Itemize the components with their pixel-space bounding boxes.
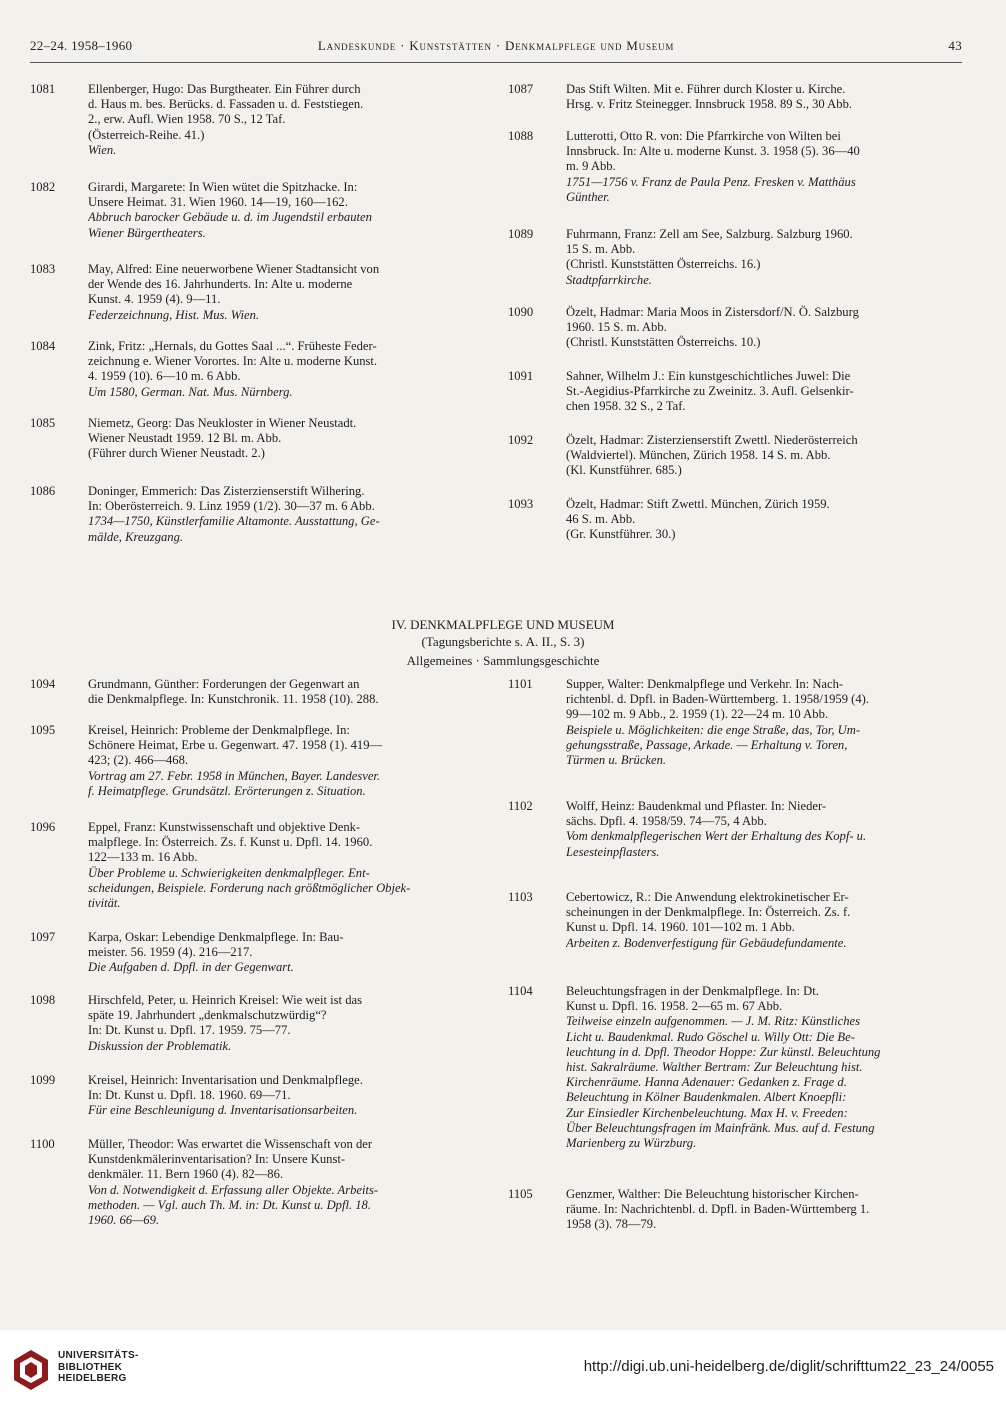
entry-number: 1092 — [508, 433, 534, 447]
entry-body — [88, 993, 480, 1054]
entry-number: 1089 — [508, 227, 534, 241]
citation-line: Wiener Neustadt 1959. 12 Bl. m. Abb. — [88, 431, 282, 446]
bibliography-entry — [508, 433, 958, 479]
entry-body — [566, 890, 958, 951]
entry-body — [566, 799, 958, 860]
citation-line: sächs. Dpfl. 4. 1958/59. 74—75, 4 Abb. — [566, 814, 767, 829]
citation-line: Supper, Walter: Denkmalpflege und Verkehr. In: Nach- — [566, 677, 844, 691]
entry-number: 1094 — [30, 677, 56, 691]
entry-body — [566, 433, 958, 479]
annotation-line: Vortrag am 27. Febr. 1958 in München, Bayer. Landesver. — [88, 768, 381, 783]
annotation-line: Über Probleme u. Schwierigkeiten denkmalpfleger. Ent- — [88, 865, 370, 880]
citation-line: Doninger, Emmerich: Das Zisterzienserstift Wilhering. — [88, 484, 365, 498]
running-head-title: Landeskunde · Kunststätten · Denkmalpflege und Museum — [317, 38, 675, 53]
citation-line: Innsbruck. In: Alte u. moderne Kunst. 3. 1958 (5). 36—40 — [566, 144, 860, 159]
citation-line: Girardi, Margarete: In Wien wütet die Spitzhacke. In: — [88, 180, 358, 194]
bibliography-entry — [508, 369, 958, 415]
page-number: 43 — [948, 38, 962, 53]
annotation-line: tivität. — [88, 896, 121, 911]
annotation-line: Türmen u. Brücken. — [566, 753, 667, 768]
citation-line: Özelt, Hadmar: Zisterzienserstift Zwettl. Niederösterreich — [566, 433, 858, 447]
entry-number: 1093 — [508, 497, 534, 511]
citation-line: Hirschfeld, Peter, u. Heinrich Kreisel: Wie weit ist das — [88, 993, 362, 1007]
entry-body — [566, 497, 958, 543]
citation-line: späte 19. Jahrhundert „denkmalschutzwürdig“? — [88, 1008, 327, 1023]
citation-line: Das Stift Wilten. Mit e. Führer durch Kloster u. Kirche. — [566, 82, 846, 96]
annotation-line: Federzeichnung, Hist. Mus. Wien. — [88, 307, 260, 322]
annotation-line: Zur Einsiedler Kirchenbeleuchtung. Max H. v. Freeden: — [566, 1105, 848, 1120]
entry-number: 1091 — [508, 369, 534, 383]
entry-number: 1096 — [30, 820, 56, 834]
annotation-line: Um 1580, German. Nat. Mus. Nürnberg. — [88, 384, 293, 399]
entry-body — [566, 305, 958, 351]
entry-number: 1100 — [30, 1137, 55, 1151]
bibliography-entry — [508, 1187, 958, 1233]
citation-line: Ellenberger, Hugo: Das Burgtheater. Ein Führer durch — [88, 82, 361, 96]
entry-number: 1081 — [30, 82, 56, 96]
entry-number: 1102 — [508, 799, 533, 813]
entry-number: 1086 — [30, 484, 56, 498]
entry-number: 1083 — [30, 262, 56, 276]
entry-body — [566, 677, 958, 768]
citation-line: 423; (2). 466—468. — [88, 753, 189, 768]
citation-line: 2., erw. Aufl. Wien 1958. 70 S., 12 Taf. — [88, 112, 286, 127]
annotation-line: Günther. — [566, 189, 610, 204]
citation-line: räume. In: Nachrichtenbl. d. Dpfl. in Baden-Württemberg 1. — [566, 1202, 870, 1217]
library-logo-text — [58, 1350, 139, 1385]
footer-bar — [0, 1330, 1006, 1418]
entry-number: 1105 — [508, 1187, 533, 1201]
section-title: IV. DENKMALPFLEGE UND MUSEUM — [391, 617, 615, 632]
entry-body — [566, 1187, 958, 1233]
citation-line: Karpa, Oskar: Lebendige Denkmalpflege. In: Bau- — [88, 930, 344, 944]
citation-line: Niemetz, Georg: Das Neukloster in Wiener Neustadt. — [88, 416, 357, 430]
entry-number: 1082 — [30, 180, 56, 194]
citation-line: Wolff, Heinz: Baudenkmal und Pflaster. In: Nieder- — [566, 799, 827, 813]
annotation-line: Für eine Beschleunigung d. Inventarisationsarbeiten. — [88, 1103, 358, 1118]
citation-line: m. 9 Abb. — [566, 159, 616, 174]
entry-number: 1098 — [30, 993, 56, 1007]
citation-line: Lutterotti, Otto R. von: Die Pfarrkirche von Wilten bei — [566, 129, 841, 143]
bibliography-entry — [508, 799, 958, 860]
entry-body — [88, 416, 480, 462]
running-head — [30, 38, 962, 60]
citation-line: St.-Aegidius-Pfarrkirche zu Zweinitz. 3. Aufl. Gelsenkir- — [566, 384, 854, 399]
citation-line: In: Dt. Kunst u. Dpfl. 18. 1960. 69—71. — [88, 1088, 291, 1103]
annotation-line: methoden. — Vgl. auch Th. M. in: Dt. Kunst u. Dpfl. 18. — [88, 1197, 371, 1212]
bibliography-entry — [508, 890, 958, 951]
running-head-volume: 22–24. 1958–1960 — [30, 38, 133, 53]
citation-line: Kreisel, Heinrich: Probleme der Denkmalpflege. In: — [88, 723, 350, 737]
entry-body — [88, 723, 480, 799]
citation-line: denkmäler. 11. Bern 1960 (4). 82—86. — [88, 1167, 284, 1182]
bibliography-entry — [30, 180, 480, 241]
entry-body — [88, 930, 480, 976]
entry-body — [566, 82, 958, 112]
annotation-line: Licht u. Baudenkmal. Rudo Göschel u. Willy Ott: Die Be- — [566, 1029, 855, 1044]
citation-line: malpflege. In: Österreich. Zs. f. Kunst u. Dpfl. 14. 1960. — [88, 835, 373, 850]
annotation-line: 1734—1750, Künstlerfamilie Altamonte. Ausstattung, Ge- — [88, 514, 380, 529]
bibliography-entry — [30, 339, 480, 400]
citation-line: Kunst. 4. 1959 (4). 9—11. — [88, 292, 221, 307]
bibliography-entry — [30, 82, 480, 158]
entry-body — [88, 484, 480, 545]
citation-line: der Wende des 16. Jahrhunderts. In: Alte u. moderne — [88, 277, 353, 292]
citation-line: zeichnung e. Wiener Vorortes. In: Alte u. moderne Kunst. — [88, 354, 378, 369]
annotation-line: f. Heimatpflege. Grundsätzl. Erörterungen z. Situation. — [88, 783, 366, 798]
bibliography-entry — [508, 305, 958, 351]
citation-line: Kunst u. Dpfl. 16. 1958. 2—65 m. 67 Abb. — [566, 999, 783, 1014]
citation-line: richtenbl. d. Dpfl. in Baden-Württemberg. 1. 1958/1959 (4). — [566, 692, 870, 707]
annotation-line: Marienberg zu Würzburg. — [566, 1136, 697, 1151]
citation-line: chen 1958. 32 S., 2 Taf. — [566, 399, 686, 414]
citation-line: In: Oberösterreich. 9. Linz 1959 (1/2). 30—37 m. 6 Abb. — [88, 499, 375, 514]
citation-line: (Kl. Kunstführer. 685.) — [566, 463, 682, 478]
citation-line: 15 S. m. Abb. — [566, 242, 636, 257]
citation-line: 99—102 m. 9 Abb., 2. 1959 (1). 22—24 m. 10 Abb. — [566, 707, 829, 722]
citation-line: Fuhrmann, Franz: Zell am See, Salzburg. Salzburg 1960. — [566, 227, 853, 241]
bibliography-entry — [30, 1073, 480, 1119]
entry-number: 1101 — [508, 677, 533, 691]
citation-line: 46 S. m. Abb. — [566, 512, 636, 527]
entry-number: 1103 — [508, 890, 533, 904]
entry-body — [88, 82, 480, 158]
annotation-line: Kirchenräume. Hanna Adenauer: Gedanken z. Frage d. — [566, 1075, 847, 1090]
bibliography-entry — [508, 82, 958, 112]
bibliography-entry — [508, 677, 958, 768]
bibliography-entry — [508, 227, 958, 288]
entry-body — [88, 180, 480, 241]
section-subtitle: (Tagungsberichte s. A. II., S. 3) — [421, 634, 585, 649]
citation-line: 1958 (3). 78—79. — [566, 1217, 657, 1232]
entry-number: 1097 — [30, 930, 56, 944]
citation-line: In: Dt. Kunst u. Dpfl. 17. 1959. 75—77. — [88, 1023, 291, 1038]
annotation-line: Arbeiten z. Bodenverfestigung für Gebäudefundamente. — [566, 935, 847, 950]
entry-body — [566, 129, 958, 205]
annotation-line: Stadtpfarrkirche. — [566, 272, 652, 287]
citation-line: meister. 56. 1959 (4). 216—217. — [88, 945, 253, 960]
citation-line: Grundmann, Günther: Forderungen der Gegenwart an — [88, 677, 360, 691]
bibliography-entry — [30, 993, 480, 1054]
header-rule — [30, 62, 962, 63]
bibliography-entry — [30, 416, 480, 462]
entry-body — [88, 1137, 480, 1228]
annotation-line: Die Aufgaben d. Dpfl. in der Gegenwart. — [88, 960, 294, 975]
citation-line: (Gr. Kunstführer. 30.) — [566, 527, 676, 542]
annotation-line: Wiener Bürgertheaters. — [88, 225, 206, 240]
annotation-line: Beispiele u. Möglichkeiten: die enge Straße, das, Tor, Um- — [566, 722, 861, 737]
annotation-line: leuchtung in d. Dpfl. Theodor Hoppe: Zur künstl. Beleuchtung — [566, 1044, 881, 1059]
entry-body — [88, 1073, 480, 1119]
subsection-title: Allgemeines · Sammlungsgeschichte — [406, 653, 600, 668]
bibliography-entry — [30, 930, 480, 976]
logo-line: UNIVERSITÄTS- — [58, 1350, 139, 1361]
entry-number: 1085 — [30, 416, 56, 430]
annotation-line: Abbruch barocker Gebäude u. d. im Jugendstil erbauten — [88, 210, 372, 225]
citation-line: scheinungen in der Denkmalpflege. In: Österreich. Zs. f. — [566, 905, 851, 920]
entry-body — [88, 262, 480, 323]
annotation-line: gehungsstraße, Passage, Arkade. — Erhaltung v. Toren, — [566, 737, 848, 752]
annotation-line: mälde, Kreuzgang. — [88, 529, 184, 544]
citation-line: Hrsg. v. Fritz Steinegger. Innsbruck 1958. 89 S., 30 Abb. — [566, 97, 853, 112]
citation-line: (Christl. Kunststätten Österreichs. 16.) — [566, 257, 761, 272]
citation-line: Kreisel, Heinrich: Inventarisation und Denkmalpflege. — [88, 1073, 363, 1087]
annotation-line: Lesesteinpflasters. — [566, 844, 660, 859]
bibliography-entry — [508, 497, 958, 543]
bibliography-entry — [30, 820, 480, 911]
citation-line: Sahner, Wilhelm J.: Ein kunstgeschichtliches Juwel: Die — [566, 369, 851, 383]
annotation-line: Beleuchtung in Kölner Baudenkmalen. Albert Knoepfli: — [566, 1090, 847, 1105]
entry-number: 1095 — [30, 723, 56, 737]
citation-line: Unsere Heimat. 31. Wien 1960. 14—19, 160—162. — [88, 195, 348, 210]
citation-line: Müller, Theodor: Was erwartet die Wissenschaft von der — [88, 1137, 373, 1151]
citation-line: Eppel, Franz: Kunstwissenschaft und objektive Denk- — [88, 820, 361, 834]
bibliography-entry — [508, 984, 958, 1151]
citation-line: Özelt, Hadmar: Maria Moos in Zistersdorf/N. Ö. Salzburg — [566, 305, 859, 319]
citation-line: 4. 1959 (10). 6—10 m. 6 Abb. — [88, 369, 241, 384]
citation-line: (Führer durch Wiener Neustadt. 2.) — [88, 446, 265, 461]
entry-number: 1087 — [508, 82, 534, 96]
citation-line: Özelt, Hadmar: Stift Zwettl. München, Zürich 1959. — [566, 497, 830, 511]
citation-line: (Christl. Kunststätten Österreichs. 10.) — [566, 335, 761, 350]
logo-line: BIBLIOTHEK — [58, 1361, 123, 1373]
citation-line: Kunst u. Dpfl. 14. 1960. 101—102 m. 1 Abb. — [566, 920, 795, 935]
entry-body — [88, 820, 480, 911]
annotation-line: Über Beleuchtungsfragen im Mainfränk. Mus. auf d. Festung — [566, 1120, 875, 1135]
library-seal-icon — [12, 1348, 50, 1392]
bibliography-entry — [508, 129, 958, 205]
entry-number: 1090 — [508, 305, 534, 319]
citation-line: d. Haus m. bes. Berücks. d. Fassaden u. d. Feststiegen. — [88, 97, 364, 112]
citation-line: die Denkmalpflege. In: Kunstchronik. 11. 1958 (10). 288. — [88, 692, 379, 707]
bibliography-entry — [30, 723, 480, 799]
citation-line: Genzmer, Walther: Die Beleuchtung historischer Kirchen- — [566, 1187, 859, 1201]
citation-line: Cebertowicz, R.: Die Anwendung elektrokinetischer Er- — [566, 890, 849, 904]
citation-line: 122—133 m. 16 Abb. — [88, 850, 198, 865]
citation-line: 1960. 15 S. m. Abb. — [566, 320, 667, 335]
citation-line: May, Alfred: Eine neuerworbene Wiener Stadtansicht von — [88, 262, 380, 276]
entry-number: 1099 — [30, 1073, 56, 1087]
annotation-line: 1751—1756 v. Franz de Paula Penz. Fresken v. Matthäus — [566, 174, 856, 189]
entry-body — [566, 369, 958, 415]
entry-number: 1088 — [508, 129, 534, 143]
citation-line: (Waldviertel). München, Zürich 1958. 14 S. m. Abb. — [566, 448, 831, 463]
entry-body — [566, 227, 958, 288]
citation-line: Kunstdenkmälerinventarisation? In: Unsere Kunst- — [88, 1152, 346, 1167]
logo-line: HEIDELBERG — [58, 1373, 127, 1384]
annotation-line: Von d. Notwendigkeit d. Erfassung aller Objekte. Arbeits- — [88, 1182, 379, 1197]
annotation-line: scheidungen, Beispiele. Forderung nach größtmöglicher Objek- — [88, 880, 411, 895]
annotation-line: Diskussion der Problematik. — [88, 1038, 232, 1053]
entry-body — [88, 339, 480, 400]
citation-line: Beleuchtungsfragen in der Denkmalpflege. In: Dt. — [566, 984, 819, 998]
annotation-line: Teilweise einzeln aufgenommen. — J. M. Ritz: Künstliches — [566, 1014, 861, 1029]
entry-number: 1084 — [30, 339, 56, 353]
bibliography-entry — [30, 1137, 480, 1228]
citation-line: Schönere Heimat, Erbe u. Gegenwart. 47. 1958 (1). 419— — [88, 738, 383, 753]
entry-number: 1104 — [508, 984, 533, 998]
bibliography-entry — [30, 262, 480, 323]
annotation-line: Wien. — [88, 142, 117, 157]
citation-line: (Österreich-Reihe. 41.) — [88, 127, 205, 142]
bibliography-entry — [30, 677, 480, 707]
annotation-line: 1960. 66—69. — [88, 1213, 160, 1228]
entry-body — [566, 984, 958, 1151]
bibliography-entry — [30, 484, 480, 545]
annotation-line: Vom denkmalpflegerischen Wert der Erhaltung des Kopf- u. — [566, 829, 867, 844]
citation-line: Zink, Fritz: „Hernals, du Gottes Saal ...“. Früheste Feder- — [88, 339, 377, 353]
source-url-link[interactable]: http://digi.ub.uni-heidelberg.de/diglit/schrifttum22_23_24/0055 — [583, 1358, 994, 1375]
annotation-line: hist. Sakralräume. Walther Bertram: Zur Beleuchtung hist. — [566, 1060, 863, 1075]
entry-body — [88, 677, 480, 707]
